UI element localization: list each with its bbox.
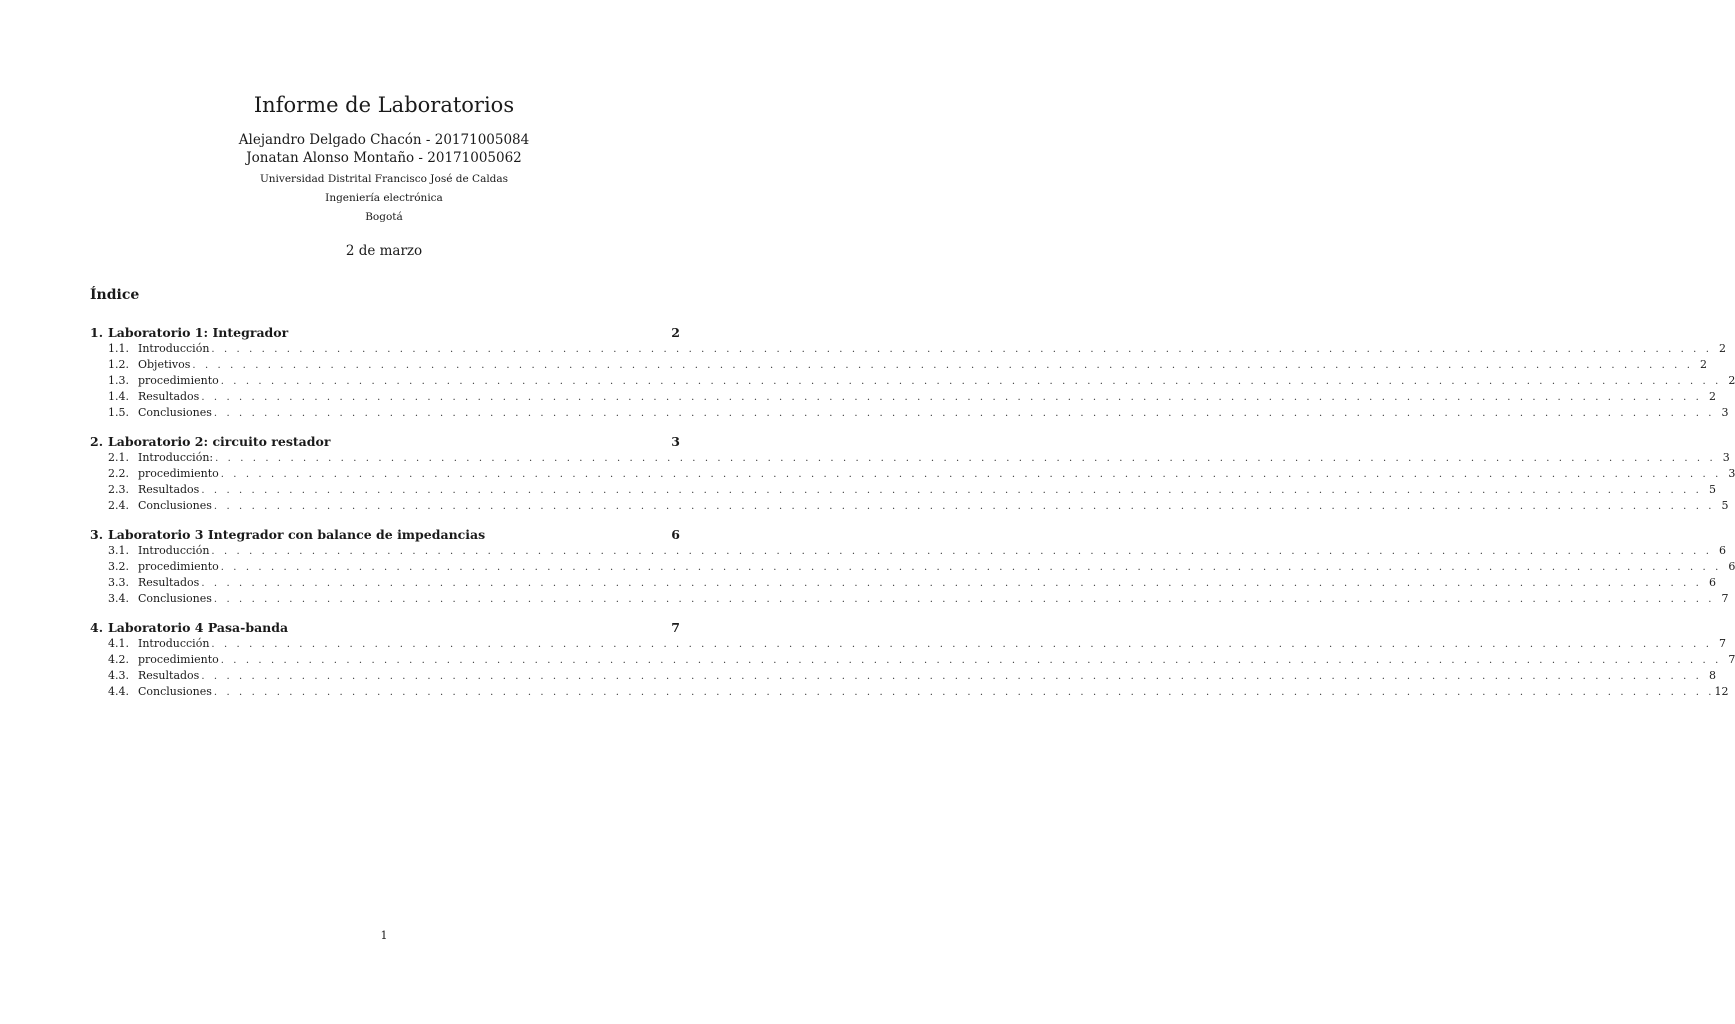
toc-subsection-number: 2.3. (108, 483, 129, 496)
dot-leader: . . . . . . . . . . . . . . . . . . . . . . . . . . . . . . . . . . . . . . . . . . . . . . . . . . . . . . . . . . . . . . . . . . . . . . . . . . . . . . . . . . . . . . . . . . . . . . . . . . . . . . . . . . . . . . . . . . . . . . . . (213, 594, 1715, 605)
toc-subsection-entry[interactable] (90, 389, 1716, 405)
toc-subsection-number: 1.1. (108, 342, 129, 355)
toc-subsection-title: Conclusiones (138, 499, 212, 512)
toc-section-page: 7 (671, 620, 680, 635)
dot-leader: . . . . . . . . . . . . . . . . . . . . . . . . . . . . . . . . . . . . . . . . . . . . . . . . . . . . . . . . . . . . . . . . . . . . . . . . . . . . . . . . . . . . . . . . . . . . . . . . . . . . . . . . . . . . . . . . . . . . . . . . (201, 671, 1702, 682)
dot-leader: . . . . . . . . . . . . . . . . . . . . . . . . . . . . . . . . . . . . . . . . . . . . . . . . . . . . . . . . . . . . . . . . . . . . . . . . . . . . . . . . . . . . . . . . . . . . . . . . . . . . . . . . . . . . . . . . . . . . . . . . (211, 546, 1713, 557)
toc-section-title: Laboratorio 2: circuito restador (108, 434, 331, 449)
document-date: 2 de marzo (345, 243, 423, 259)
toc-subsection-title: Introducción: (138, 451, 214, 464)
toc-subsection-number: 3.4. (108, 592, 129, 605)
toc-section-entry[interactable] (90, 433, 680, 450)
toc-subsection-title: procedimiento (138, 653, 219, 666)
toc-subsection-title: Resultados (138, 669, 200, 682)
toc-subsection-title: Conclusiones (138, 592, 212, 605)
toc-section-number: 3. (90, 527, 104, 542)
toc-subsection-page: 6 (1719, 544, 1727, 557)
dot-leader: . . . . . . . . . . . . . . . . . . . . . . . . . . . . . . . . . . . . . . . . . . . . . . . . . . . . . . . . . . . . . . . . . . . . . . . . . . . . . . . . . . . . . . . . . . . . . . . . . . . . . . . . . . . . . . . . . . . . . . . . (201, 392, 1702, 403)
toc-subsection-page: 7 (1719, 637, 1727, 650)
toc-subsection-number: 4.2. (108, 653, 129, 666)
toc-subsection-number: 2.2. (108, 467, 129, 480)
toc-subsection-page: 5 (1708, 483, 1716, 496)
toc-subsection-title: Resultados (138, 390, 200, 403)
toc-subsection-entry[interactable] (90, 591, 1729, 607)
toc-subsection-title: Introducción (138, 637, 210, 650)
toc-section (90, 619, 1735, 700)
toc-subsection-entry[interactable] (90, 636, 1727, 652)
toc-subsection-number: 4.1. (108, 637, 129, 650)
toc-subsection-page: 2 (1700, 358, 1708, 371)
toc-subsection-title: Introducción (138, 544, 210, 557)
toc-subsection-entry[interactable] (90, 652, 1735, 668)
toc-subsection-number: 2.4. (108, 499, 129, 512)
toc-section (90, 324, 1735, 421)
toc-subsection-title: Conclusiones (138, 685, 212, 698)
dot-leader: . . . . . . . . . . . . . . . . . . . . . . . . . . . . . . . . . . . . . . . . . . . . . . . . . . . . . . . . . . . . . . . . . . . . . . . . . . . . . . . . . . . . . . . . . . . . . . . . . . . . . . . . . . . . . . . . . . . . . . . . (215, 453, 1716, 464)
dot-leader: . . . . . . . . . . . . . . . . . . . . . . . . . . . . . . . . . . . . . . . . . . . . . . . . . . . . . . . . . . . . . . . . . . . . . . . . . . . . . . . . . . . . . . . . . . . . . . . . . . . . . . . . . . . . . . . . . . . . . . . . (220, 655, 1722, 666)
toc-subsection-page: 3 (1722, 451, 1730, 464)
toc-subsection-number: 1.4. (108, 390, 129, 403)
toc-subsection-number: 3.3. (108, 576, 129, 589)
toc-section-title: Laboratorio 3 Integrador con balance de impedancias (108, 527, 486, 542)
toc-heading: Índice (90, 287, 140, 303)
dot-leader: . . . . . . . . . . . . . . . . . . . . . . . . . . . . . . . . . . . . . . . . . . . . . . . . . . . . . . . . . . . . . . . . . . . . . . . . . . . . . . . . . . . . . . . . . . . . . . . . . . . . . . . . . . . . . . . . . . . . . . . . (213, 687, 1715, 698)
toc-section-number: 2. (90, 434, 104, 449)
toc-subsection-entry[interactable] (90, 405, 1729, 421)
dot-leader: . . . . . . . . . . . . . . . . . . . . . . . . . . . . . . . . . . . . . . . . . . . . . . . . . . . . . . . . . . . . . . . . . . . . . . . . . . . . . . . . . . . . . . . . . . . . . . . . . . . . . . . . . . . . . . . . . . . . . . . . (211, 639, 1713, 650)
dot-leader: . . . . . . . . . . . . . . . . . . . . . . . . . . . . . . . . . . . . . . . . . . . . . . . . . . . . . . . . . . . . . . . . . . . . . . . . . . . . . . . . . . . . . . . . . . . . . . . . . . . . . . . . . . . . . . . . . . . . . . . . (220, 376, 1722, 387)
toc-subsection-page: 12 (1714, 685, 1729, 698)
dot-leader: . . . . . . . . . . . . . . . . . . . . . . . . . . . . . . . . . . . . . . . . . . . . . . . . . . . . . . . . . . . . . . . . . . . . . . . . . . . . . . . . . . . . . . . . . . . . . . . . . . . . . . . . . . . . . . . . . . . . . . . . (220, 469, 1722, 480)
toc-section-entry[interactable] (90, 324, 680, 341)
toc-subsection-title: procedimiento (138, 374, 219, 387)
toc-subsection-number: 3.2. (108, 560, 129, 573)
toc-subsection-entry[interactable] (90, 373, 1735, 389)
toc-subsection-entry[interactable] (90, 498, 1729, 514)
affiliation-city: Bogotá (365, 211, 403, 223)
affiliation-program: Ingeniería electrónica (325, 192, 443, 204)
toc-subsection-entry[interactable] (90, 357, 1708, 373)
toc-subsection-page: 7 (1728, 653, 1735, 666)
toc-subsection-title: Introducción (138, 342, 210, 355)
toc-subsection-number: 1.2. (108, 358, 129, 371)
author-1: Alejandro Delgado Chacón - 20171005084 (238, 132, 530, 148)
toc-section-page: 2 (671, 325, 680, 340)
toc-subsection-page: 2 (1708, 390, 1716, 403)
toc-subsection-entry[interactable] (90, 341, 1727, 357)
toc-subsection-page: 3 (1721, 406, 1729, 419)
toc-subsection-entry[interactable] (90, 482, 1716, 498)
toc-subsection-page: 8 (1708, 669, 1716, 682)
dot-leader: . . . . . . . . . . . . . . . . . . . . . . . . . . . . . . . . . . . . . . . . . . . . . . . . . . . . . . . . . . . . . . . . . . . . . . . . . . . . . . . . . . . . . . . . . . . . . . . . . . . . . . . . . . . . . . . . . . . . . . . . (213, 408, 1715, 419)
toc-section-page: 3 (671, 434, 680, 449)
dot-leader: . . . . . . . . . . . . . . . . . . . . . . . . . . . . . . . . . . . . . . . . . . . . . . . . . . . . . . . . . . . . . . . . . . . . . . . . . . . . . . . . . . . . . . . . . . . . . . . . . . . . . . . . . . . . . . . . . . . . . . . . (201, 578, 1702, 589)
dot-leader: . . . . . . . . . . . . . . . . . . . . . . . . . . . . . . . . . . . . . . . . . . . . . . . . . . . . . . . . . . . . . . . . . . . . . . . . . . . . . . . . . . . . . . . . . . . . . . . . . . . . . . . . . . . . . . . . . . . . . . . . (213, 501, 1715, 512)
toc-subsection-number: 1.5. (108, 406, 129, 419)
toc-subsection-entry[interactable] (90, 450, 1730, 466)
toc-section (90, 433, 1735, 514)
toc-section-title: Laboratorio 1: Integrador (108, 325, 289, 340)
toc-subsection-entry[interactable] (90, 559, 1735, 575)
toc-section-entry[interactable] (90, 619, 680, 636)
toc-subsection-title: Conclusiones (138, 406, 212, 419)
toc-subsection-title: Objetivos (138, 358, 191, 371)
toc-subsection-number: 4.4. (108, 685, 129, 698)
dot-leader: . . . . . . . . . . . . . . . . . . . . . . . . . . . . . . . . . . . . . . . . . . . . . . . . . . . . . . . . . . . . . . . . . . . . . . . . . . . . . . . . . . . . . . . . . . . . . . . . . . . . . . . . . . . . . . . . . . . . . . . . (220, 562, 1722, 573)
toc-subsection-page: 6 (1728, 560, 1735, 573)
toc-subsection-entry[interactable] (90, 466, 1735, 482)
toc-subsection-title: Resultados (138, 576, 200, 589)
toc-subsection-page: 5 (1721, 499, 1729, 512)
toc-section-number: 1. (90, 325, 104, 340)
toc-section-entry[interactable] (90, 526, 680, 543)
toc-subsection-entry[interactable] (90, 575, 1716, 591)
toc-section-title: Laboratorio 4 Pasa-banda (108, 620, 289, 635)
toc-section-page: 6 (671, 527, 680, 542)
toc-subsection-entry[interactable] (90, 684, 1729, 700)
toc-subsection-page: 2 (1728, 374, 1735, 387)
toc-subsection-number: 2.1. (108, 451, 129, 464)
toc-section-number: 4. (90, 620, 104, 635)
toc-sections (90, 324, 1735, 700)
author-2: Jonatan Alonso Montaño - 20171005062 (246, 150, 522, 166)
affiliation-university: Universidad Distrital Francisco José de Caldas (259, 173, 509, 185)
dot-leader: . . . . . . . . . . . . . . . . . . . . . . . . . . . . . . . . . . . . . . . . . . . . . . . . . . . . . . . . . . . . . . . . . . . . . . . . . . . . . . . . . . . . . . . . . . . . . . . . . . . . . . . . . . . . . . . . . . . . . . . . (211, 344, 1713, 355)
toc-subsection-entry[interactable] (90, 668, 1716, 684)
title-block (0, 88, 768, 261)
page-number: 1 (380, 929, 388, 942)
toc-subsection-page: 6 (1708, 576, 1716, 589)
toc-subsection-entry[interactable] (90, 543, 1727, 559)
document-title: Informe de Laboratorios (253, 93, 515, 117)
dot-leader: . . . . . . . . . . . . . . . . . . . . . . . . . . . . . . . . . . . . . . . . . . . . . . . . . . . . . . . . . . . . . . . . . . . . . . . . . . . . . . . . . . . . . . . . . . . . . . . . . . . . . . . . . . . . . . . . . . . . . . . . (192, 360, 1694, 371)
toc-subsection-page: 7 (1721, 592, 1729, 605)
table-of-contents (90, 285, 1735, 712)
toc-section (90, 526, 1735, 607)
toc-subsection-number: 4.3. (108, 669, 129, 682)
toc-subsection-number: 3.1. (108, 544, 129, 557)
toc-subsection-title: procedimiento (138, 560, 219, 573)
toc-subsection-title: procedimiento (138, 467, 219, 480)
dot-leader: . . . . . . . . . . . . . . . . . . . . . . . . . . . . . . . . . . . . . . . . . . . . . . . . . . . . . . . . . . . . . . . . . . . . . . . . . . . . . . . . . . . . . . . . . . . . . . . . . . . . . . . . . . . . . . . . . . . . . . . . (201, 485, 1702, 496)
toc-subsection-title: Resultados (138, 483, 200, 496)
toc-subsection-page: 2 (1719, 342, 1727, 355)
toc-subsection-page: 3 (1728, 467, 1735, 480)
authors (0, 131, 768, 167)
toc-subsection-number: 1.3. (108, 374, 129, 387)
